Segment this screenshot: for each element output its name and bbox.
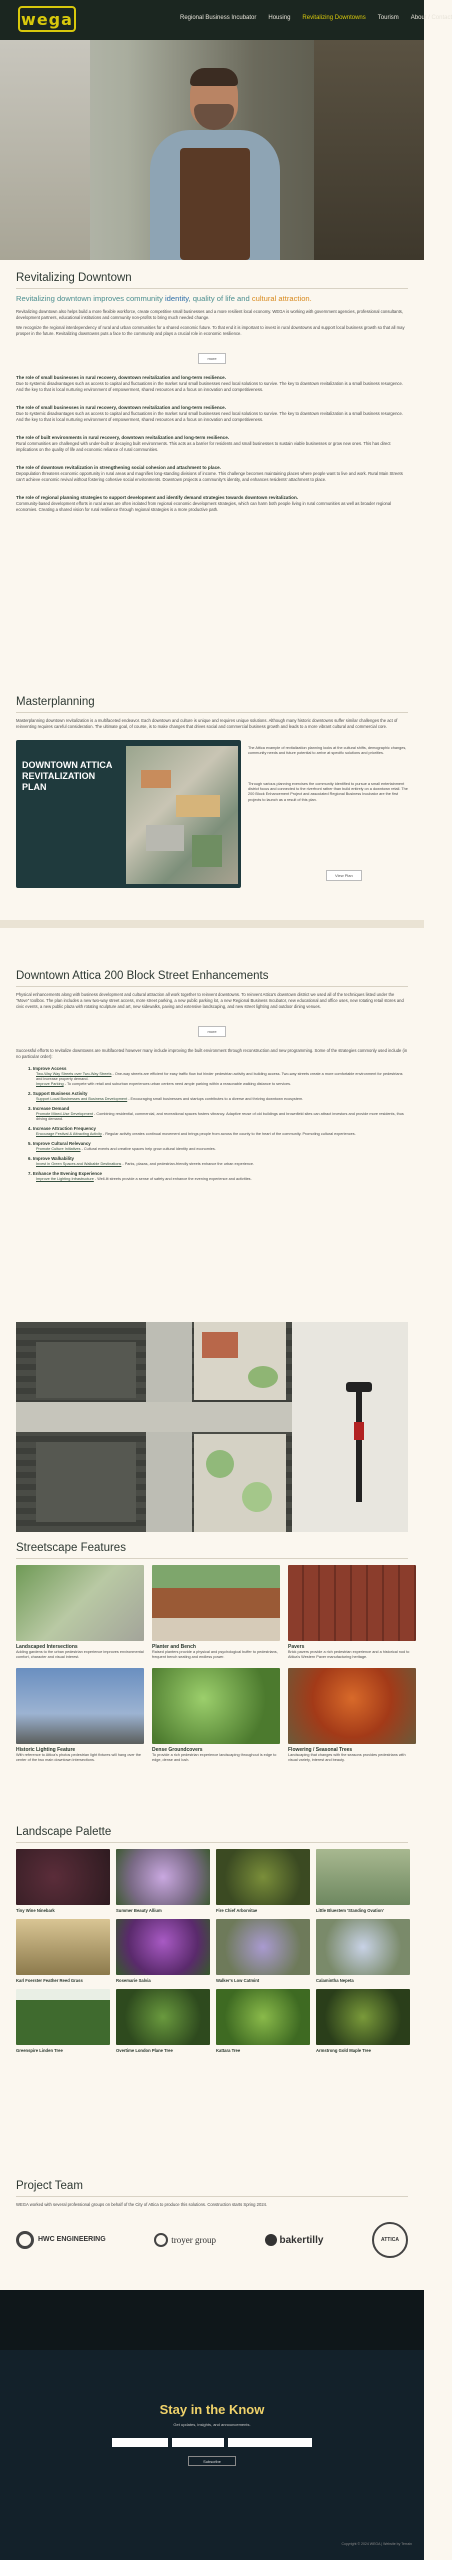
attica-seal[interactable]: ATTICA [372,2222,408,2258]
top-nav [0,0,452,40]
revitalizing-title: Revitalizing Downtown [16,272,132,284]
topic-body: Due to systemic disadvantages such as access to capital and fluctuations in the market rural small businesses need local solutions to survive. The key to downtown revitalization is a small business resurgence. And the key to that is local nurturing environment of empowerment, shared resources and a focus on innovation and competitiveness. [16,381,403,392]
list-item: 4. Increase Attraction Frequency Encourage Festival & Attracting Activity - Regular activity creates continual movement and brings people from across the county to the heart of the community. Promoting cultural experiences. [28,1126,356,1136]
list-item: 6. Improve Walkability Invest in Green Spaces and Walkable Destinations - Parks, plazas, and pedestrian-friendly streets enhance the urban experience. [28,1156,255,1166]
streetscape-title: Streetscape Features [16,1542,126,1554]
feature-photo [288,1565,416,1641]
plant-card: Fire Chief Arborvitae [216,1849,310,1913]
feature-card [288,1668,416,1763]
feature-desc: With reference to Attica's photos pedestrian light fixtures will hang over the center of the two main downtown intersections. [16,1753,142,1762]
nav-item-housing[interactable]: Housing [268,15,291,21]
feature-name: Historic Lighting Feature [16,1747,76,1753]
strategy-link[interactable]: Promote Mixed-Use Development [36,1112,93,1116]
strategy-link[interactable]: Support Local Businesses and Business Development [36,1097,128,1101]
strategy-link[interactable]: Two-Way Way Streets over Two-Way Streets [36,1072,112,1076]
masterplanning-section [0,696,424,890]
revitalizing-tagline: Revitalizing downtown improves community identity, quality of life and cultural attraction. [16,294,312,303]
divider [16,1558,408,1559]
topic-heading: The role of regional planning strategies to support development and identify demand strategies towards downtown revitalization. [16,495,299,500]
plan-side-text-1: The Attica example of revitalization planning looks at the cultural shifts, demographic changes, community needs and future potential to arrive at specific solutions and priorities. [248,746,407,756]
list-item: 5. Improve Cultural Relevancy Promote Culture Initiatives - Cultural events and creative spaces help grow cultural identity and economies. [28,1141,216,1151]
plan-cover-image[interactable] [16,740,241,888]
strategy-link[interactable]: Improve the Lighting Infrastructure [36,1177,94,1181]
list-item: 1. Improve Access Two-Way Way Streets over Two-Way Streets - One-way streets are efficient for easy traffic flow but hinder pedestrian activity and building access. Two-way streets create a more comfortable environment for pedestrians and increase property demand. Improve Parking - To compete with retail and suburban experiences urban centers need ample parking within a reasonable walking distance to services. [28,1066,403,1086]
team-title: Project Team [16,2180,83,2192]
plant-grid [16,1849,408,2053]
masterplanning-title: Masterplanning [16,696,95,708]
topic-heading: The role of small businesses in rural recovery, downtown revitalization and long-term resilience. [16,405,227,410]
nav-item-about[interactable]: About / Contact [410,15,452,21]
site-plan-image[interactable] [16,1322,408,1532]
feature-desc: To provide a rich pedestrian experience landscaping throughout is edge to edge, dense and lush. [152,1753,277,1762]
team-logos [16,2220,408,2260]
plan-side-text-2: Through various planning exercises the community identified to pursue a small entertainment district focus and connected to the riverfront rather than build entirely on a downtown retail. The 200 Block Enhancement Project and associated Regional Business Incubator are the first projects to launch as a result of this plan. [248,782,408,802]
topic-body: Rural communities are challenged with under-built or decaying built environments. This acts as a barrier for residents and small businesses to sustain viable businesses or grow new ones. This has direct implications on the quality of life and economic reliance of rural communities. [16,441,391,452]
view-plan-button[interactable]: View Plan [326,870,362,881]
feature-photo [16,1668,144,1744]
feature-desc: Brick pavers provide a rich pedestrian experience and a historical nod to Attica's Western Paver manufacturing heritage. [288,1650,410,1659]
plant-card: Overtime London Plane Tree [116,1989,210,2053]
newsletter-title: Stay in the Know [159,2402,265,2417]
strategy-list [16,1066,408,1182]
list-item: 7. Enhance the Evening Experience Improve the Lighting Infrastructure - Well-lit streets provide a sense of safety and enhance the evening experience and activities. [28,1171,252,1181]
attica-lead: Successful efforts to revitalize downtowns are multifaceted however many include improving the built environment through reconstruction and new programming. Some of the strategies commonly used include (in no particular order): [16,1048,408,1059]
feature-desc: Adding gardens to the urban pedestrian experience improves environmental comfort, character and visual interest. [16,1650,144,1659]
masterplanning-intro: Masterplanning downtown revitalization is a multifaceted endeavor. Each downtown and culture is unique and requires unique solutions. Although many historic downtowns suffer similar challenges the act of reinventing requires careful consideration. The ultimate goal, of course, is to make changes that drives social and commercial business growth and leads to a more vibrant cultural and commercial core. [16,718,398,729]
plant-card: Armstrong Gold Maple Tree [316,1989,410,2053]
plan-panel [16,740,408,890]
feature-photo [152,1565,280,1641]
newsletter-subtitle: Get updates, insights, and announcements. [173,2422,251,2427]
section-divider-band [0,920,424,928]
feature-card [16,1668,144,1763]
nav-item-revitalizing[interactable]: Revitalizing Downtowns [302,15,366,21]
palette-title: Landscape Palette [16,1826,112,1838]
hero-shelves [314,40,424,260]
strategy-link[interactable]: Promote Culture Initiatives [36,1147,81,1151]
feature-card [152,1668,280,1763]
revitalizing-intro-1: Revitalizing downtown also helps build a more flexible workforce, create competitive small businesses and a more resilient local economy. WEGA is working with government agencies, professional consultants, development partners, educational institutions and community non-profits to bring much needed change. [16,309,403,320]
plant-card: Tiny Wine Ninebark [16,1849,110,1913]
plant-card: Karl Foerster Feather Reed Grass [16,1919,110,1983]
email-input[interactable] [228,2438,312,2447]
attica-section [0,970,424,1182]
feature-card [16,1565,144,1660]
hero-image [0,40,424,260]
list-item: 2. Support Business Activity Support Local Businesses and Business Development - Encouraging small businesses and startups contributes to a diverse and thriving downtown ecosystem. [28,1091,304,1101]
topic-body: Depopulation threatens economic opportunity in rural areas and magnifies long-standing divisions of income. This challenge becomes maintaining places where people want to live and work. Rural Main Streets can't achieve economic revival without fostering cohesive social environments. Downtown projects a community's identity, and enhances residents' attachment to place. [16,471,403,482]
hero-shopkeeper [150,70,280,260]
troyer-logo[interactable]: troyer group [154,2233,216,2247]
strategy-link[interactable]: Invest in Green Spaces and Walkable Destinations [36,1162,122,1166]
divider [16,712,408,713]
list-item: 3. Increase Demand Promote Mixed-Use Development - Combining residential, commercial, and recreational spaces fosters vibrancy. Adaptive reuse of old buildings and brownfield sites can attract investors and provide more residents, thus driving demand. [28,1106,404,1121]
nav-links [180,15,452,21]
logo[interactable]: wega [18,6,76,32]
feature-card [152,1565,280,1660]
more-button[interactable]: more [198,353,225,364]
revitalizing-intro-2: We recognize the regional interdependency of rural and urban communities for a shared economic future. To that end it is important to invest in rural downtowns and support local business growth so that all may prosper in the future. Revitalizing downtowns puts a face to the community and plays a crucial role in economic resilience. [16,325,405,336]
feature-desc: Raised planters provide a physical and psychological buffer to pedestrians, frequent bench seating and endless power. [152,1650,278,1659]
plant-card: Summer Beauty Allium [116,1849,210,1913]
plant-card: Rosemarie Salvia [116,1919,210,1983]
feature-grid [16,1565,408,1763]
copyright: Copyright © 2024 WEGA | Website by Terrain [341,2542,412,2546]
plant-card: Greenspire Linden Tree [16,1989,110,2053]
attica-title: Downtown Attica 200 Block Street Enhancements [16,970,269,982]
feature-name: Planter and Bench [152,1644,196,1650]
footer [0,2290,424,2560]
feature-photo [152,1668,280,1744]
plant-card: Walker's Low Catmint [216,1919,310,1983]
feature-photo [16,1565,144,1641]
divider [16,288,408,289]
hwc-logo[interactable]: HWC ENGINEERING [16,2231,106,2249]
divider [16,986,408,987]
more-wrap [16,1020,408,1038]
revitalizing-topics [16,375,408,513]
plant-card: Little Bluestem 'Standing Ovation' [316,1849,410,1913]
team-section [0,2180,424,2260]
feature-name: Landscaped Intersections [16,1644,78,1650]
feature-photo [288,1668,416,1744]
more-button[interactable]: more [198,1026,225,1037]
subscribe-button[interactable]: Subscribe [188,2456,236,2466]
feature-card [288,1565,416,1660]
revitalizing-section [0,272,424,513]
bakertilly-logo[interactable]: bakertilly [265,2234,324,2246]
divider [16,2196,408,2197]
feature-name: Pavers [288,1644,305,1650]
feature-name: Dense Groundcovers [152,1747,203,1753]
divider [16,1842,408,1843]
last-name-input[interactable] [172,2438,224,2447]
hero-door [0,40,90,260]
nav-item-tourism[interactable]: Tourism [377,15,399,21]
topic-body: Community-based development efforts in rural areas are often isolated from regional economic development strategies, which can harm both people living in rural communities as well as broader regional economies. Creating a shared vision for rural resilience through regional strategies is a more productive path. [16,501,392,512]
attica-intro: Physical enhancements along with business development and cultural attraction all work together to reinvent downtowns. To reinvent Attica's downtown district we used all of the techniques listed under the "Move" toolbox. The plan includes a new two-way street access, more street parking, a new public parking lot, a new Regional Business Incubator, new educational and office uses, new rotating retail stores and civic events, a new public plaza with rotating sculpture and art, new sidewalks, paving and extensive landscaping, and new street lighting and outdoor dining venues. [16,992,404,1009]
plant-card: Calamintha Nepeta [316,1919,410,1983]
topic-heading: The role of downtown revitalization in strengthening social cohesion and attachment to place. [16,465,221,470]
feature-desc: Landscaping that changes with the seasons provides pedestrians with visual variety, interest and beauty. [288,1753,406,1762]
topic-heading: The role of small businesses in rural recovery, downtown revitalization and long-term resilience. [16,375,227,380]
strategy-link[interactable]: Improve Parking [36,1082,64,1086]
palette-section [0,1826,424,2053]
topic-body: Due to systemic disadvantages such as access to capital and fluctuations in the market rural small businesses need local solutions to survive. The key to downtown revitalization is a small business resurgence. And the key to that is local nurturing environment of empowerment, shared resources and a focus on innovation and competitiveness. [16,411,403,422]
team-desc: WEGA worked with several professional groups on behalf of the City of Attica to produce this solutions. Construction starts Spring 2024. [16,2202,268,2207]
plant-card: Kattara Tree [216,1989,310,2053]
strategy-link[interactable]: Encourage Festival & Attracting Activity [36,1132,102,1136]
streetscape-section [0,1542,424,1763]
more-wrap [16,347,408,365]
nav-item-incubator[interactable]: Regional Business Incubator [180,15,257,21]
topic-heading: The role of built environments in rural recovery, downtown revitalization and long-term resilience. [16,435,230,440]
first-name-input[interactable] [112,2438,168,2447]
feature-name: Flowering / Seasonal Trees [288,1747,353,1753]
plan-cover-title: DOWNTOWN ATTICA REVITALIZATION PLAN [22,760,112,792]
footer-panel [0,2350,424,2560]
